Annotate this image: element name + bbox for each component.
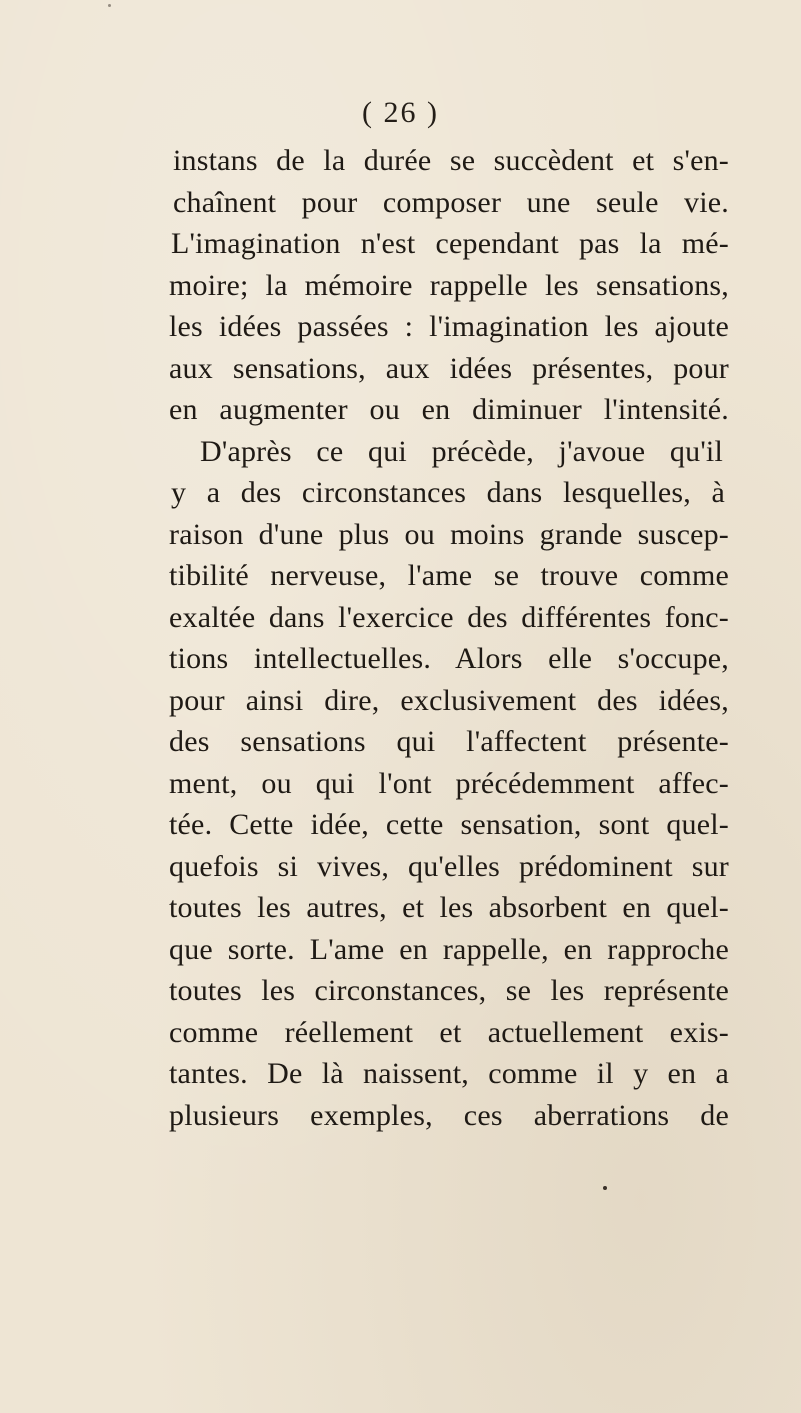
- text-line: plusieurs exemples, ces aberrations de: [169, 1098, 729, 1132]
- text-line: tibilité nerveuse, l'ame se trouve comme: [169, 559, 729, 592]
- text-line: comme réellement et actuellement exis-: [169, 1015, 729, 1049]
- text-line: chaînent pour composer une seule vie.: [173, 185, 729, 219]
- text-line: ment, ou qui l'ont précédemment affec-: [169, 766, 729, 800]
- text-line: quefois si vives, qu'elles prédominent sur: [169, 849, 729, 883]
- text-line: moire; la mémoire rappelle les sensations,: [169, 268, 729, 302]
- text-line: toutes les circonstances, se les représente: [169, 974, 729, 1007]
- text-line: y a des circonstances dans lesquelles, à: [171, 476, 725, 509]
- body-text: [169, 140, 729, 1136]
- text-line: pour ainsi dire, exclusivement des idées,: [169, 683, 729, 717]
- text-line: raison d'une plus ou moins grande suscep-: [169, 517, 729, 551]
- text-line: tions intellectuelles. Alors elle s'occupe,: [169, 642, 729, 675]
- text-line: tantes. De là naissent, comme il y en a: [169, 1057, 729, 1090]
- text-line: L'imagination n'est cependant pas la mé-: [171, 227, 729, 260]
- page-number: ( 26 ): [362, 96, 439, 129]
- text-line: que sorte. L'ame en rappelle, en rapproche: [169, 932, 729, 966]
- text-line: les idées passées : l'imagination les ajoute: [169, 310, 729, 343]
- text-line: aux sensations, aux idées présentes, pour: [169, 351, 729, 385]
- ink-speck: [108, 4, 111, 7]
- ink-speck: [603, 1186, 607, 1190]
- text-line: tée. Cette idée, cette sensation, sont quel-: [169, 808, 729, 841]
- text-line: en augmenter ou en diminuer l'intensité.: [169, 393, 729, 426]
- text-line: D'après ce qui précède, j'avoue qu'il: [200, 434, 723, 468]
- text-line: instans de la durée se succèdent et s'en-: [173, 144, 729, 177]
- text-line: exaltée dans l'exercice des différentes fonc-: [169, 600, 729, 634]
- text-line: toutes les autres, et les absorbent en quel-: [169, 891, 729, 924]
- text-line: des sensations qui l'affectent présente-: [169, 725, 729, 758]
